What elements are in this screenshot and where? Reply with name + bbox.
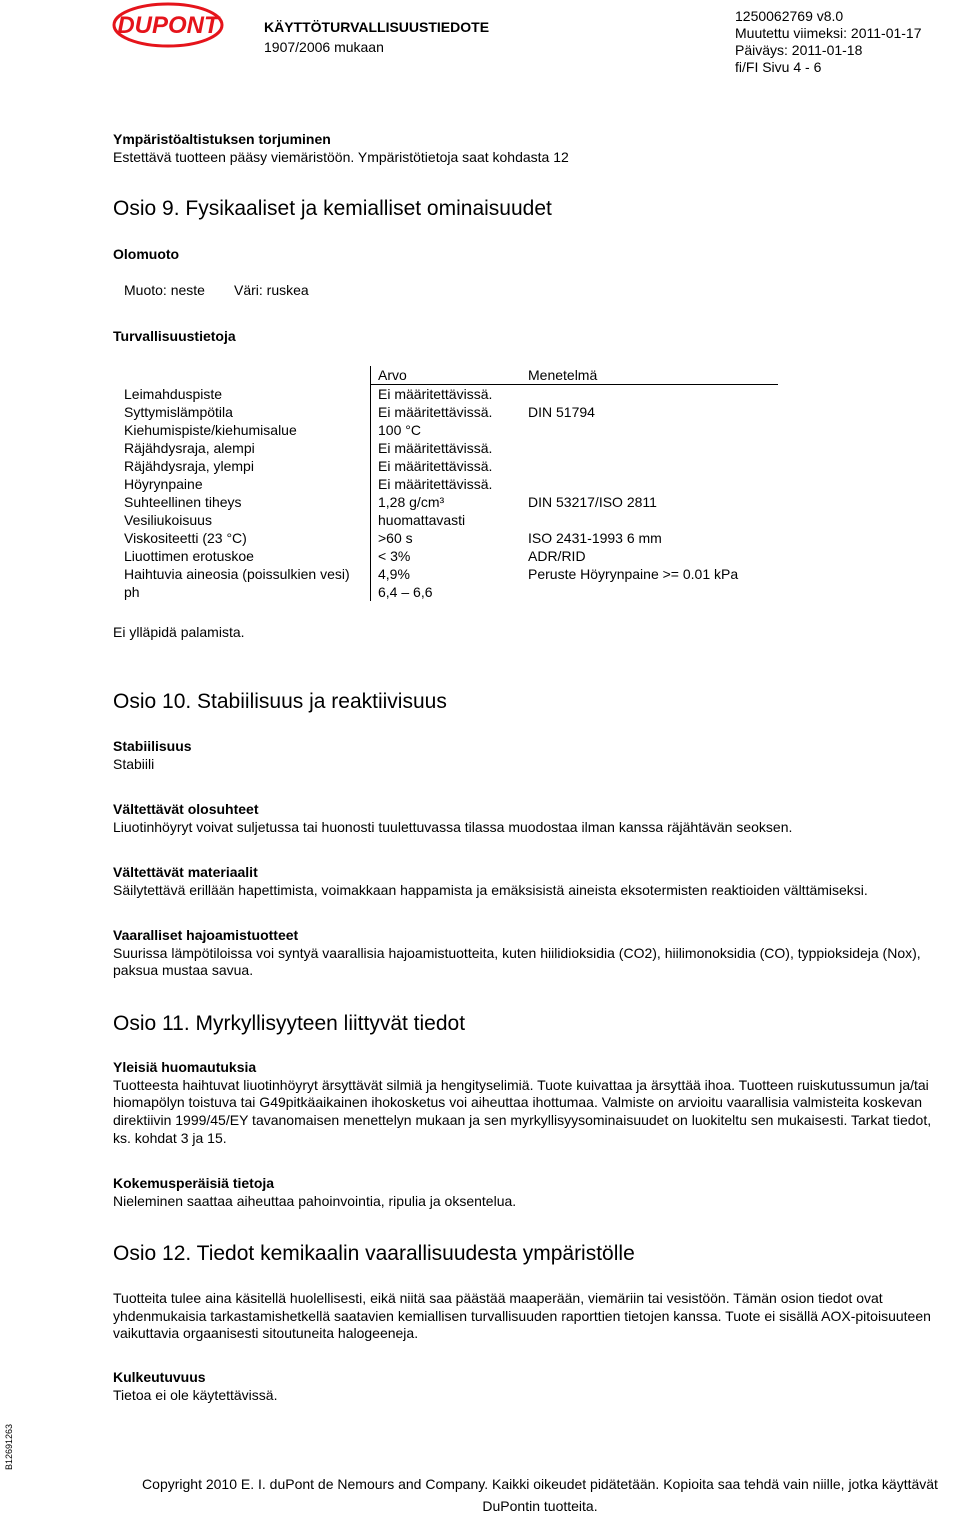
table-row: [117, 547, 778, 565]
property-name: Höyrynpaine: [124, 476, 203, 492]
conditions-text: Liuotinhöyryt voivat suljetussa tai huonosti tuulettuvassa tilassa muodostaa ilman kanssa räjähtävän seoksen.: [113, 818, 793, 835]
safety-heading: Turvallisuustietoja: [113, 328, 236, 344]
env-exposure-text: Estettävä tuotteen pääsy viemäristöön. Ympäristötietoja saat kohdasta 12: [113, 148, 569, 165]
copyright-footer: Copyright 2010 E. I. duPont de Nemours and Company. Kaikki oikeudet pidätetään. Kopioita saa tehdä vain niille, jotka käyttävät DuPontin tuotteita.: [142, 1476, 938, 1514]
property-name: Kiehumispiste/kiehumisalue: [124, 422, 297, 438]
table-row: [117, 493, 778, 511]
column-header-value: Arvo: [371, 366, 529, 385]
form-value: Muoto: neste: [124, 282, 205, 298]
properties-table-body: [117, 385, 778, 602]
experience-heading: Kokemusperäisiä tietoja: [113, 1175, 275, 1191]
transport-heading: Kulkeutuvuus: [113, 1369, 206, 1385]
table-header-row: [117, 366, 778, 385]
property-value: Ei määritettävissä.: [371, 403, 529, 421]
conditions-heading: Vältettävät olosuhteet: [113, 801, 259, 817]
side-document-code: B12691263: [4, 1423, 14, 1470]
property-method: [528, 439, 778, 457]
property-method: Peruste Höyrynpaine >= 0.01 kPa: [528, 566, 739, 582]
env-exposure-block: [113, 131, 943, 166]
stability-block: [113, 738, 943, 773]
experience-block: [113, 1175, 943, 1210]
transport-block: [113, 1369, 943, 1404]
decomposition-heading: Vaaralliset hajoamistuotteet: [113, 927, 299, 943]
svg-text:DUPONT: DUPONT: [117, 12, 219, 39]
section10-heading: Osio 10. Stabiilisuus ja reaktiivisuus: [113, 690, 447, 713]
table-row: [117, 475, 778, 493]
property-name: Liuottimen erotuskoe: [124, 548, 254, 564]
general-notes-block: [113, 1059, 943, 1148]
property-name: Vesiliukoisuus: [124, 512, 212, 528]
column-header-property: [117, 366, 371, 385]
property-value: 4,9%: [371, 565, 529, 583]
modified-date: Muutettu viimeksi: 2011-01-17: [735, 25, 922, 41]
document-subtitle: 1907/2006 mukaan: [264, 39, 384, 55]
combustion-note: Ei ylläpidä palamista.: [113, 624, 245, 640]
property-method: DIN 51794: [528, 404, 595, 420]
property-name: Viskositeetti (23 °C): [124, 530, 247, 546]
decomposition-block: [113, 927, 943, 980]
stability-heading: Stabiilisuus: [113, 738, 192, 754]
property-name: Leimahduspiste: [124, 385, 223, 402]
property-method: [528, 511, 778, 529]
property-value: >60 s: [371, 529, 529, 547]
document-meta: [735, 8, 922, 76]
section11-heading: Osio 11. Myrkyllisyyteen liittyvät tiedot: [113, 1012, 466, 1035]
table-row: [117, 403, 778, 421]
property-name: Suhteellinen tiheys: [124, 494, 242, 510]
property-method: [528, 583, 778, 601]
stability-text: Stabiili: [113, 755, 155, 772]
general-notes-text: Tuotteesta haihtuvat liuotinhöyryt ärsyttävät silmiä ja hengityselimiä. Tuote kuivattaa ja ärsyttää ihoa. Tuotteen ruiskutussumun ja/tai hiomapölyn toistuva tai G49pitkäaikainen ihokosketus voi aiheuttaa ihottumaa. Valmiste on arvioitu vaarallisia valmisteita koskevan direktiivin 1999/45/EY tavanomaisen menettelyn mukaan ja sen myrkyllisyysominaisuudet on luokiteltu sen mukaisesti. Tarkat tiedot, ks. kohdat 3 ja 15.: [113, 1076, 932, 1146]
form-heading: Olomuoto: [113, 246, 180, 262]
materials-block: [113, 864, 943, 899]
table-row: [117, 385, 778, 404]
column-header-method: Menetelmä: [528, 366, 778, 385]
section12-heading: Osio 12. Tiedot kemikaalin vaarallisuudesta ympäristölle: [113, 1242, 635, 1265]
property-value: Ei määritettävissä.: [371, 475, 529, 493]
document-number: 1250062769 v8.0: [735, 8, 844, 24]
property-method: ISO 2431-1993 6 mm: [528, 530, 662, 546]
table-row: [117, 511, 778, 529]
transport-text: Tietoa ei ole käytettävissä.: [113, 1386, 278, 1403]
table-row: [117, 565, 778, 583]
property-method: DIN 53217/ISO 2811: [528, 494, 657, 510]
page-number: fi/FI Sivu 4 - 6: [735, 59, 822, 75]
table-row: [117, 457, 778, 475]
decomposition-text: Suurissa lämpötiloissa voi syntyä vaarallisia hajoamistuotteita, kuten hiilidioksidia (CO2), hiilimonoksidia (CO), typpioksideja (Nox), paksua mustaa savua.: [113, 944, 921, 979]
property-value: Ei määritettävissä.: [371, 439, 529, 457]
section12-intro: Tuotteita tulee aina käsitellä huolellisesti, eikä niitä saa päästää maaperään, viemäriin tai vesistöön. Tämän osion tiedot ovat yhdenmukaisia tarkastamishetkellä saatavien kemiallisen turvallisuuden raporttien tietojen kanssa. Tuote ei sisällä AOX-pitoisuuteen vaikuttavia orgaanisesti sitoutuneita halogeeneja.: [113, 1290, 931, 1342]
property-value: huomattavasti: [371, 511, 529, 529]
general-notes-heading: Yleisiä huomautuksia: [113, 1059, 257, 1075]
properties-table: [117, 366, 778, 601]
dupont-logo: [112, 2, 224, 48]
env-exposure-heading: Ympäristöaltistuksen torjuminen: [113, 131, 331, 147]
print-date: Päiväys: 2011-01-18: [735, 42, 863, 58]
table-row: [117, 439, 778, 457]
property-name: Räjähdysraja, alempi: [124, 440, 255, 456]
property-value: 100 °C: [371, 421, 529, 439]
color-value: Väri: ruskea: [234, 282, 309, 298]
table-row: [117, 421, 778, 439]
property-name: Syttymislämpötila: [124, 404, 233, 420]
property-method: [528, 385, 778, 404]
property-method: [528, 457, 778, 475]
property-value: 6,4 – 6,6: [371, 583, 529, 601]
property-method: ADR/RID: [528, 548, 586, 564]
property-name: Räjähdysraja, ylempi: [124, 458, 254, 474]
property-name: ph: [124, 584, 140, 600]
property-value: < 3%: [371, 547, 529, 565]
section9-heading: Osio 9. Fysikaaliset ja kemialliset ominaisuudet: [113, 197, 552, 220]
materials-text: Säilytettävä erillään hapettimista, voimakkaan happamista ja emäksisistä aineista eksotermisten reaktioiden välttämiseksi.: [113, 881, 868, 898]
property-value: Ei määritettävissä.: [371, 457, 529, 475]
table-row: [117, 583, 778, 601]
property-method: [528, 475, 778, 493]
experience-text: Nieleminen saattaa aiheuttaa pahoinvointia, ripulia ja oksentelua.: [113, 1192, 517, 1209]
conditions-block: [113, 801, 943, 836]
property-name: Haihtuvia aineosia (poissulkien vesi): [124, 566, 350, 582]
document-title: KÄYTTÖTURVALLISUUSTIEDOTE: [264, 19, 490, 35]
materials-heading: Vältettävät materiaalit: [113, 864, 258, 880]
property-method: [528, 421, 778, 439]
table-row: [117, 529, 778, 547]
property-value: Ei määritettävissä.: [371, 385, 529, 404]
property-value: 1,28 g/cm³: [371, 493, 529, 511]
